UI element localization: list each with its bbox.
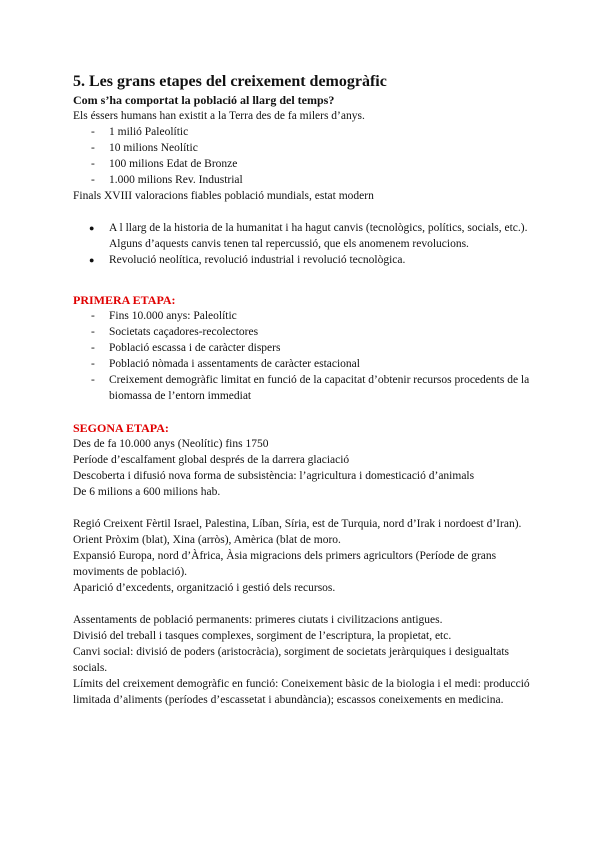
list-item: - Societats caçadores-recolectores [73, 324, 533, 340]
list-item: - 1 milió Paleolític [73, 124, 533, 140]
document-content [73, 72, 533, 708]
paragraph-line: Orient Pròxim (blat), Xina (arròs), Amèrica (blat de moro. [73, 534, 341, 546]
list-item: - Població escassa i de caràcter dispers [73, 340, 533, 356]
primera-etapa-title: PRIMERA ETAPA: [73, 293, 176, 307]
section-subheading: Com s’ha comportat la població al llarg del temps? [73, 93, 335, 107]
paragraph-line: Període d’escalfament global després de la darrera glaciació [73, 454, 350, 466]
list-item: - Creixement demogràfic limitat en funció de la capacitat d’obtenir recursos procedents de la biomassa de l’entorn immediat [73, 372, 533, 404]
paragraph-line: Canvi social: divisió de poders (aristocràcia), sorgiment de societats jeràrquiques i desigualtats socials. [73, 646, 510, 674]
paragraph-line: De 6 milions a 600 milions hab. [73, 486, 221, 498]
paragraph-line: Límits del creixement demogràfic en funció: Coneixement bàsic de la biologia i el medi: producció limitada d’aliments (períodes d’escassetat i abundància); escassos coneixements en medicina. [73, 678, 530, 706]
paragraph-line: Assentaments de població permanents: primeres ciutats i civilitzacions antigues. [73, 614, 443, 626]
list-item: ● A l llarg de la historia de la humanitat i ha hagut canvis (tecnològics, polítics, socials, etc.). Alguns d’aquests canvis tenen tal repercussió, que els anomenem revolucions. [73, 220, 533, 252]
list-item: - Fins 10.000 anys: Paleolític [73, 308, 533, 324]
paragraph-line: Aparició d’excedents, organització i gestió dels recursos. [73, 582, 336, 594]
intro-text: Els éssers humans han existit a la Terra des de fa milers d’anys. [73, 110, 365, 122]
paragraph-line: Des de fa 10.000 anys (Neolític) fins 1750 [73, 438, 269, 450]
segona-etapa-title: SEGONA ETAPA: [73, 421, 169, 435]
list-item: - 100 milions Edat de Bronze [73, 156, 533, 172]
paragraph-line: Expansió Europa, nord d’Àfrica, Àsia migracions dels primers agricultors (Període de grans moviments de població). [73, 550, 497, 578]
list-item: ● Revolució neolítica, revolució industrial i revolució tecnològica. [73, 252, 533, 268]
list-item: - 1.000 milions Rev. Industrial [73, 172, 533, 188]
paragraph-line: Regió Creixent Fèrtil Israel, Palestina, Líban, Síria, est de Turquia, nord d’Irak i nordoest d’Iran). [73, 518, 522, 530]
paragraph-line: Descoberta i difusió nova forma de subsistència: l’agricultura i domesticació d’animals [73, 470, 475, 482]
population-list [73, 124, 533, 188]
paragraph-line: Divisió del treball i tasques complexes, sorgiment de l’escriptura, la propietat, etc. [73, 630, 452, 642]
list-item: - 10 milions Neolític [73, 140, 533, 156]
section-heading: 5. Les grans etapes del creixement demogràfic [73, 73, 387, 90]
revolutions-list [73, 220, 533, 268]
xviii-note: Finals XVIII valoracions fiables població mundials, estat modern [73, 190, 374, 202]
list-item: - Població nòmada i assentaments de caràcter estacional [73, 356, 533, 372]
primera-etapa-list [73, 308, 533, 404]
